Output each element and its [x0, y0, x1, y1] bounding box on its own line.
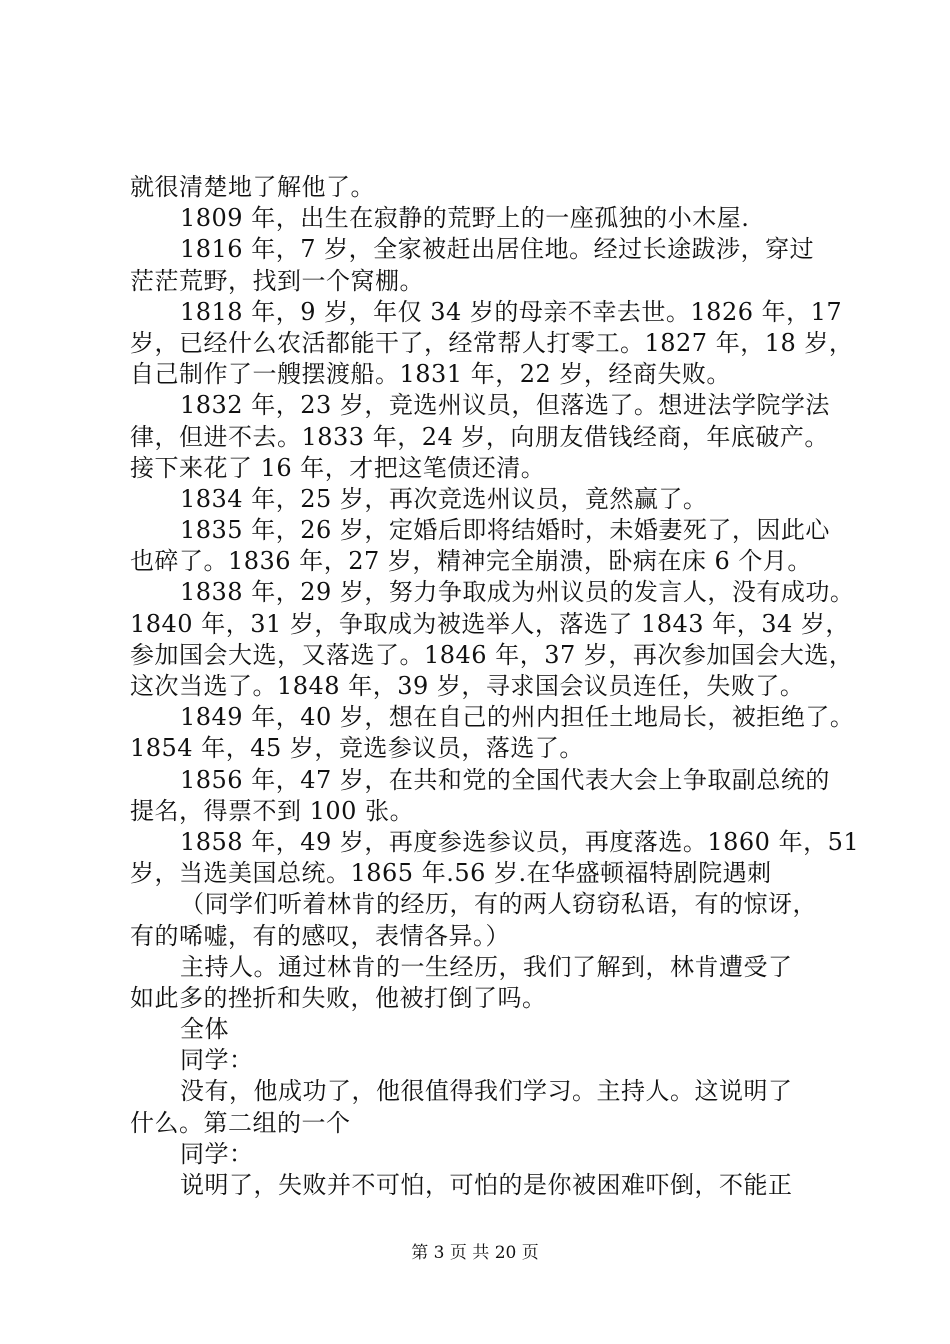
- text-line: 1834 年，25 岁，再次竞选州议员，竟然赢了。: [180, 484, 708, 513]
- text-line: 岁，已经什么农活都能干了，经常帮人打零工。1827 年，18 岁，: [130, 328, 854, 357]
- text-line: 1858 年，49 岁，再度参选参议员，再度落选。1860 年，51: [180, 827, 860, 856]
- text-line: 1818 年，9 岁，年仅 34 岁的母亲不幸去世。1826 年，17: [180, 297, 843, 326]
- text-line: 1816 年，7 岁，全家被赶出居住地。经过长途跋涉，穿过: [180, 235, 815, 264]
- text-line: 1849 年，40 岁，想在自己的州内担任土地局长，被拒绝了。: [180, 703, 855, 732]
- text-line: 也碎了。1836 年，27 岁，精神完全崩溃，卧病在床 6 个月。: [130, 547, 812, 576]
- text-line: 接下来花了 16 年，才把这笔债还清。: [130, 453, 546, 482]
- text-line: 同学：: [180, 1046, 254, 1075]
- text-line: 全体: [180, 1015, 229, 1044]
- text-line: 没有，他成功了，他很值得我们学习。主持人。这说明了: [180, 1077, 793, 1106]
- text-line: 自己制作了一艘摆渡船。1831 年，22 岁，经商失败。: [130, 360, 731, 389]
- text-line: 提名，得票不到 100 张。: [130, 796, 415, 825]
- text-line: 1840 年，31 岁，争取成为被选举人，落选了 1843 年，34 岁，: [130, 609, 850, 638]
- text-line: 1809 年，出生在寂静的荒野上的一座孤独的小木屋.: [180, 204, 750, 233]
- text-line: 1835 年，26 岁，定婚后即将结婚时，未婚妻死了，因此心: [180, 516, 830, 545]
- text-line: 茫茫荒野，找到一个窝棚。: [130, 266, 424, 295]
- text-line: 1854 年，45 岁，竞选参议员，落选了。: [130, 734, 584, 763]
- text-line: 同学：: [180, 1139, 254, 1168]
- text-line: 1856 年，47 岁，在共和党的全国代表大会上争取副总统的: [180, 765, 830, 794]
- text-line: 什么。第二组的一个: [130, 1108, 351, 1137]
- text-line: 如此多的挫折和失败，他被打倒了吗。: [130, 983, 547, 1012]
- text-line: 1838 年，29 岁，努力争取成为州议员的发言人，没有成功。: [180, 578, 855, 607]
- text-line: 主持人。通过林肯的一生经历，我们了解到，林肯遭受了: [180, 952, 793, 981]
- text-line: 律，但进不去。1833 年，24 岁，向朋友借钱经商，年底破产。: [130, 422, 829, 451]
- text-line: （同学们听着林肯的经历，有的两人窃窃私语，有的惊讶，: [180, 890, 817, 919]
- text-line: 参加国会大选，又落选了。1846 年，37 岁，再次参加国会大选，: [130, 640, 854, 669]
- text-line: 这次当选了。1848 年，39 岁，寻求国会议员连任，失败了。: [130, 672, 805, 700]
- text-line: 说明了，失败并不可怕，可怕的是你被困难吓倒，不能正: [180, 1171, 793, 1199]
- document-body: [130, 172, 860, 1201]
- page-footer: 第 3 页 共 20 页: [411, 1243, 539, 1263]
- text-line: 就很清楚地了解他了。: [130, 173, 375, 201]
- text-line: 有的唏嘘，有的感叹，表情各异。）: [130, 921, 510, 950]
- text-line: 1832 年，23 岁，竞选州议员，但落选了。想进法学院学法: [180, 391, 830, 420]
- text-line: 岁，当选美国总统。1865 年.56 岁.在华盛顿福特剧院遇刺: [130, 859, 772, 888]
